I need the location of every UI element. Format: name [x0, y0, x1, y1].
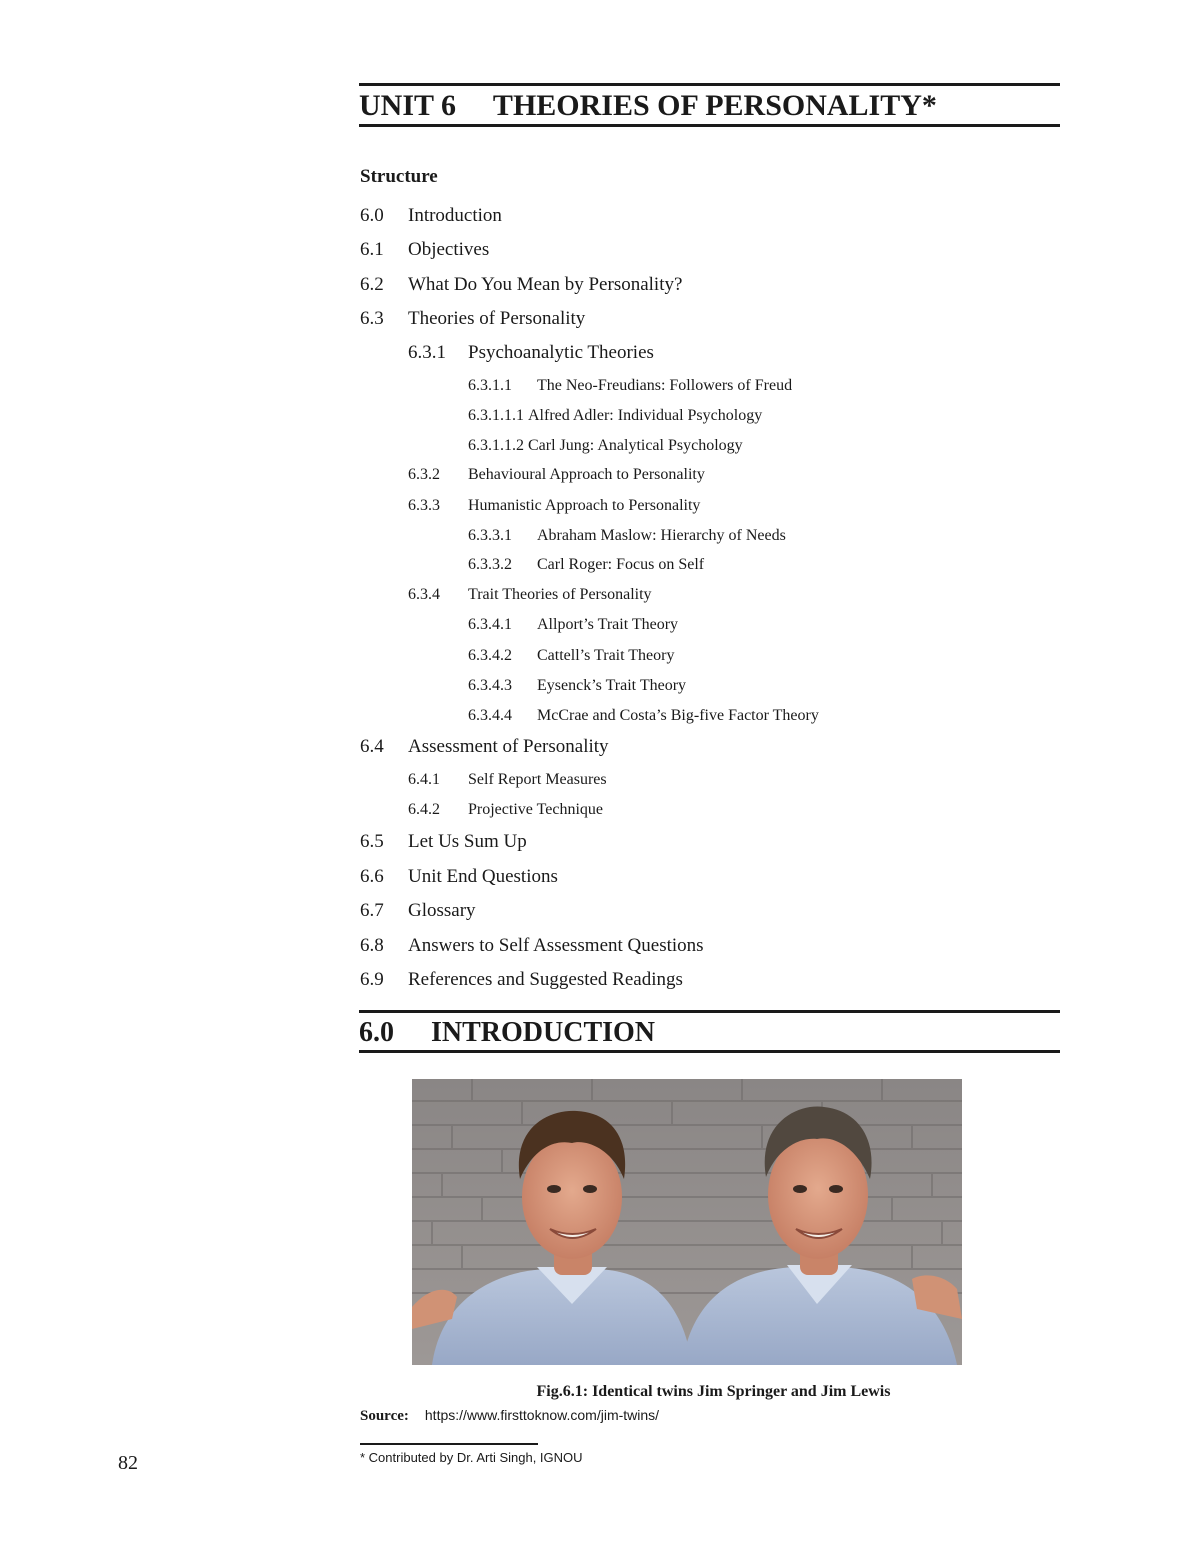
toc-item [360, 898, 476, 924]
toc-item [360, 933, 704, 959]
toc-item [360, 237, 489, 263]
toc-item-number: 6.3.4.4 [468, 707, 512, 724]
toc-item-label: Trait Theories of Personality [468, 586, 652, 603]
toc-item [408, 584, 652, 606]
toc-item-label: Projective Technique [468, 801, 603, 818]
toc-item-label: Introduction [408, 205, 502, 226]
toc-item-label: Unit End Questions [408, 866, 558, 887]
toc-item-number: 6.3.1.1.2 [468, 437, 524, 454]
source-label: Source: [360, 1408, 409, 1424]
toc-item-label: Abraham Maslow: Hierarchy of Needs [537, 527, 786, 544]
toc-item-number: 6.7 [360, 900, 384, 921]
intro-bottom-rule [359, 1050, 1060, 1053]
twins-photo [412, 1079, 962, 1365]
toc-item [360, 967, 683, 993]
toc-item-label: Glossary [408, 900, 476, 921]
toc-item [468, 705, 819, 727]
toc-item [468, 375, 792, 397]
toc-item-label: Allport’s Trait Theory [537, 616, 679, 633]
toc-item-label: What Do You Mean by Personality? [408, 274, 683, 295]
toc-item [468, 554, 704, 576]
structure-heading: Structure [360, 166, 438, 187]
toc-item-label: References and Suggested Readings [408, 969, 683, 990]
toc-item-label: Carl Roger: Focus on Self [537, 556, 705, 573]
toc-item-number: 6.3.1.1.1 [468, 407, 524, 424]
figure-source [360, 1405, 659, 1426]
toc-item [360, 734, 609, 760]
title-top-rule [359, 83, 1060, 86]
toc-item [360, 829, 527, 855]
toc-item [360, 203, 502, 229]
toc-item-label: Humanistic Approach to Personality [468, 497, 701, 514]
toc-item [468, 435, 743, 457]
toc-item-label: Alfred Adler: Individual Psychology [528, 407, 763, 424]
toc-item-number: 6.4.1 [408, 771, 440, 788]
page-number: 82 [118, 1452, 138, 1474]
toc-item [408, 769, 607, 791]
title-bottom-rule [359, 124, 1060, 127]
toc-item-number: 6.1 [360, 239, 384, 260]
toc-item-label: The Neo-Freudians: Followers of Freud [537, 377, 793, 394]
footnote: * Contributed by Dr. Arti Singh, IGNOU [360, 1450, 583, 1465]
toc-item [468, 405, 762, 427]
toc-item-label: Self Report Measures [468, 771, 607, 788]
introduction-number: 6.0 [359, 1017, 394, 1048]
toc-item-label: Cattell’s Trait Theory [537, 647, 675, 664]
unit-title: UNIT 6 THEORIES OF PERSONALITY* [359, 89, 937, 122]
toc-item-number: 6.5 [360, 831, 384, 852]
toc-item-number: 6.8 [360, 935, 384, 956]
toc-item-label: McCrae and Costa’s Big-five Factor Theory [537, 707, 819, 724]
toc-item-number: 6.4.2 [408, 801, 440, 818]
toc-item [468, 645, 674, 667]
toc-item-number: 6.9 [360, 969, 384, 990]
toc-item-number: 6.3.4 [408, 586, 440, 603]
toc-item-number: 6.2 [360, 274, 384, 295]
toc-item-number: 6.3.3.1 [468, 527, 512, 544]
toc-item [468, 675, 686, 697]
toc-item-label: Objectives [408, 239, 490, 260]
source-url: https://www.firsttoknow.com/jim-twins/ [424, 1407, 660, 1423]
toc-item-number: 6.3.3.2 [468, 556, 512, 573]
intro-top-rule [359, 1010, 1060, 1013]
toc-item-label: Answers to Self Assessment Questions [408, 935, 704, 956]
toc-item-number: 6.3.1 [408, 342, 446, 363]
toc-item-number: 6.3.4.1 [468, 616, 512, 633]
toc-item [468, 614, 678, 636]
introduction-title: INTRODUCTION [431, 1017, 656, 1048]
toc-item-label: Theories of Personality [408, 308, 586, 329]
figure-caption: Fig.6.1: Identical twins Jim Springer and Jim Lewis [536, 1383, 891, 1400]
toc-item-number: 6.3.1.1 [468, 377, 512, 394]
toc-item-number: 6.3.2 [408, 466, 440, 483]
toc-item-number: 6.0 [360, 205, 384, 226]
toc-item [408, 799, 603, 821]
toc-item-number: 6.3.3 [408, 497, 440, 514]
footnote-rule [360, 1443, 538, 1445]
toc-item-number: 6.4 [360, 736, 384, 757]
introduction-heading [359, 1016, 655, 1050]
toc-item-label: Assessment of Personality [408, 736, 609, 757]
toc-item-label: Eysenck’s Trait Theory [537, 677, 687, 694]
toc-item [408, 495, 700, 517]
toc-item-label: Let Us Sum Up [408, 831, 527, 852]
toc-item-number: 6.6 [360, 866, 384, 887]
toc-item-label: Psychoanalytic Theories [468, 342, 654, 363]
toc-item [360, 864, 558, 890]
toc-item [408, 464, 705, 486]
toc-item-label: Behavioural Approach to Personality [468, 466, 705, 483]
toc-item [468, 525, 786, 547]
toc-item-number: 6.3 [360, 308, 384, 329]
toc-item [360, 306, 585, 332]
toc-item [360, 272, 682, 298]
toc-item [408, 340, 654, 366]
toc-item-label: Carl Jung: Analytical Psychology [528, 437, 743, 454]
toc-item-number: 6.3.4.2 [468, 647, 512, 664]
toc-item-number: 6.3.4.3 [468, 677, 512, 694]
